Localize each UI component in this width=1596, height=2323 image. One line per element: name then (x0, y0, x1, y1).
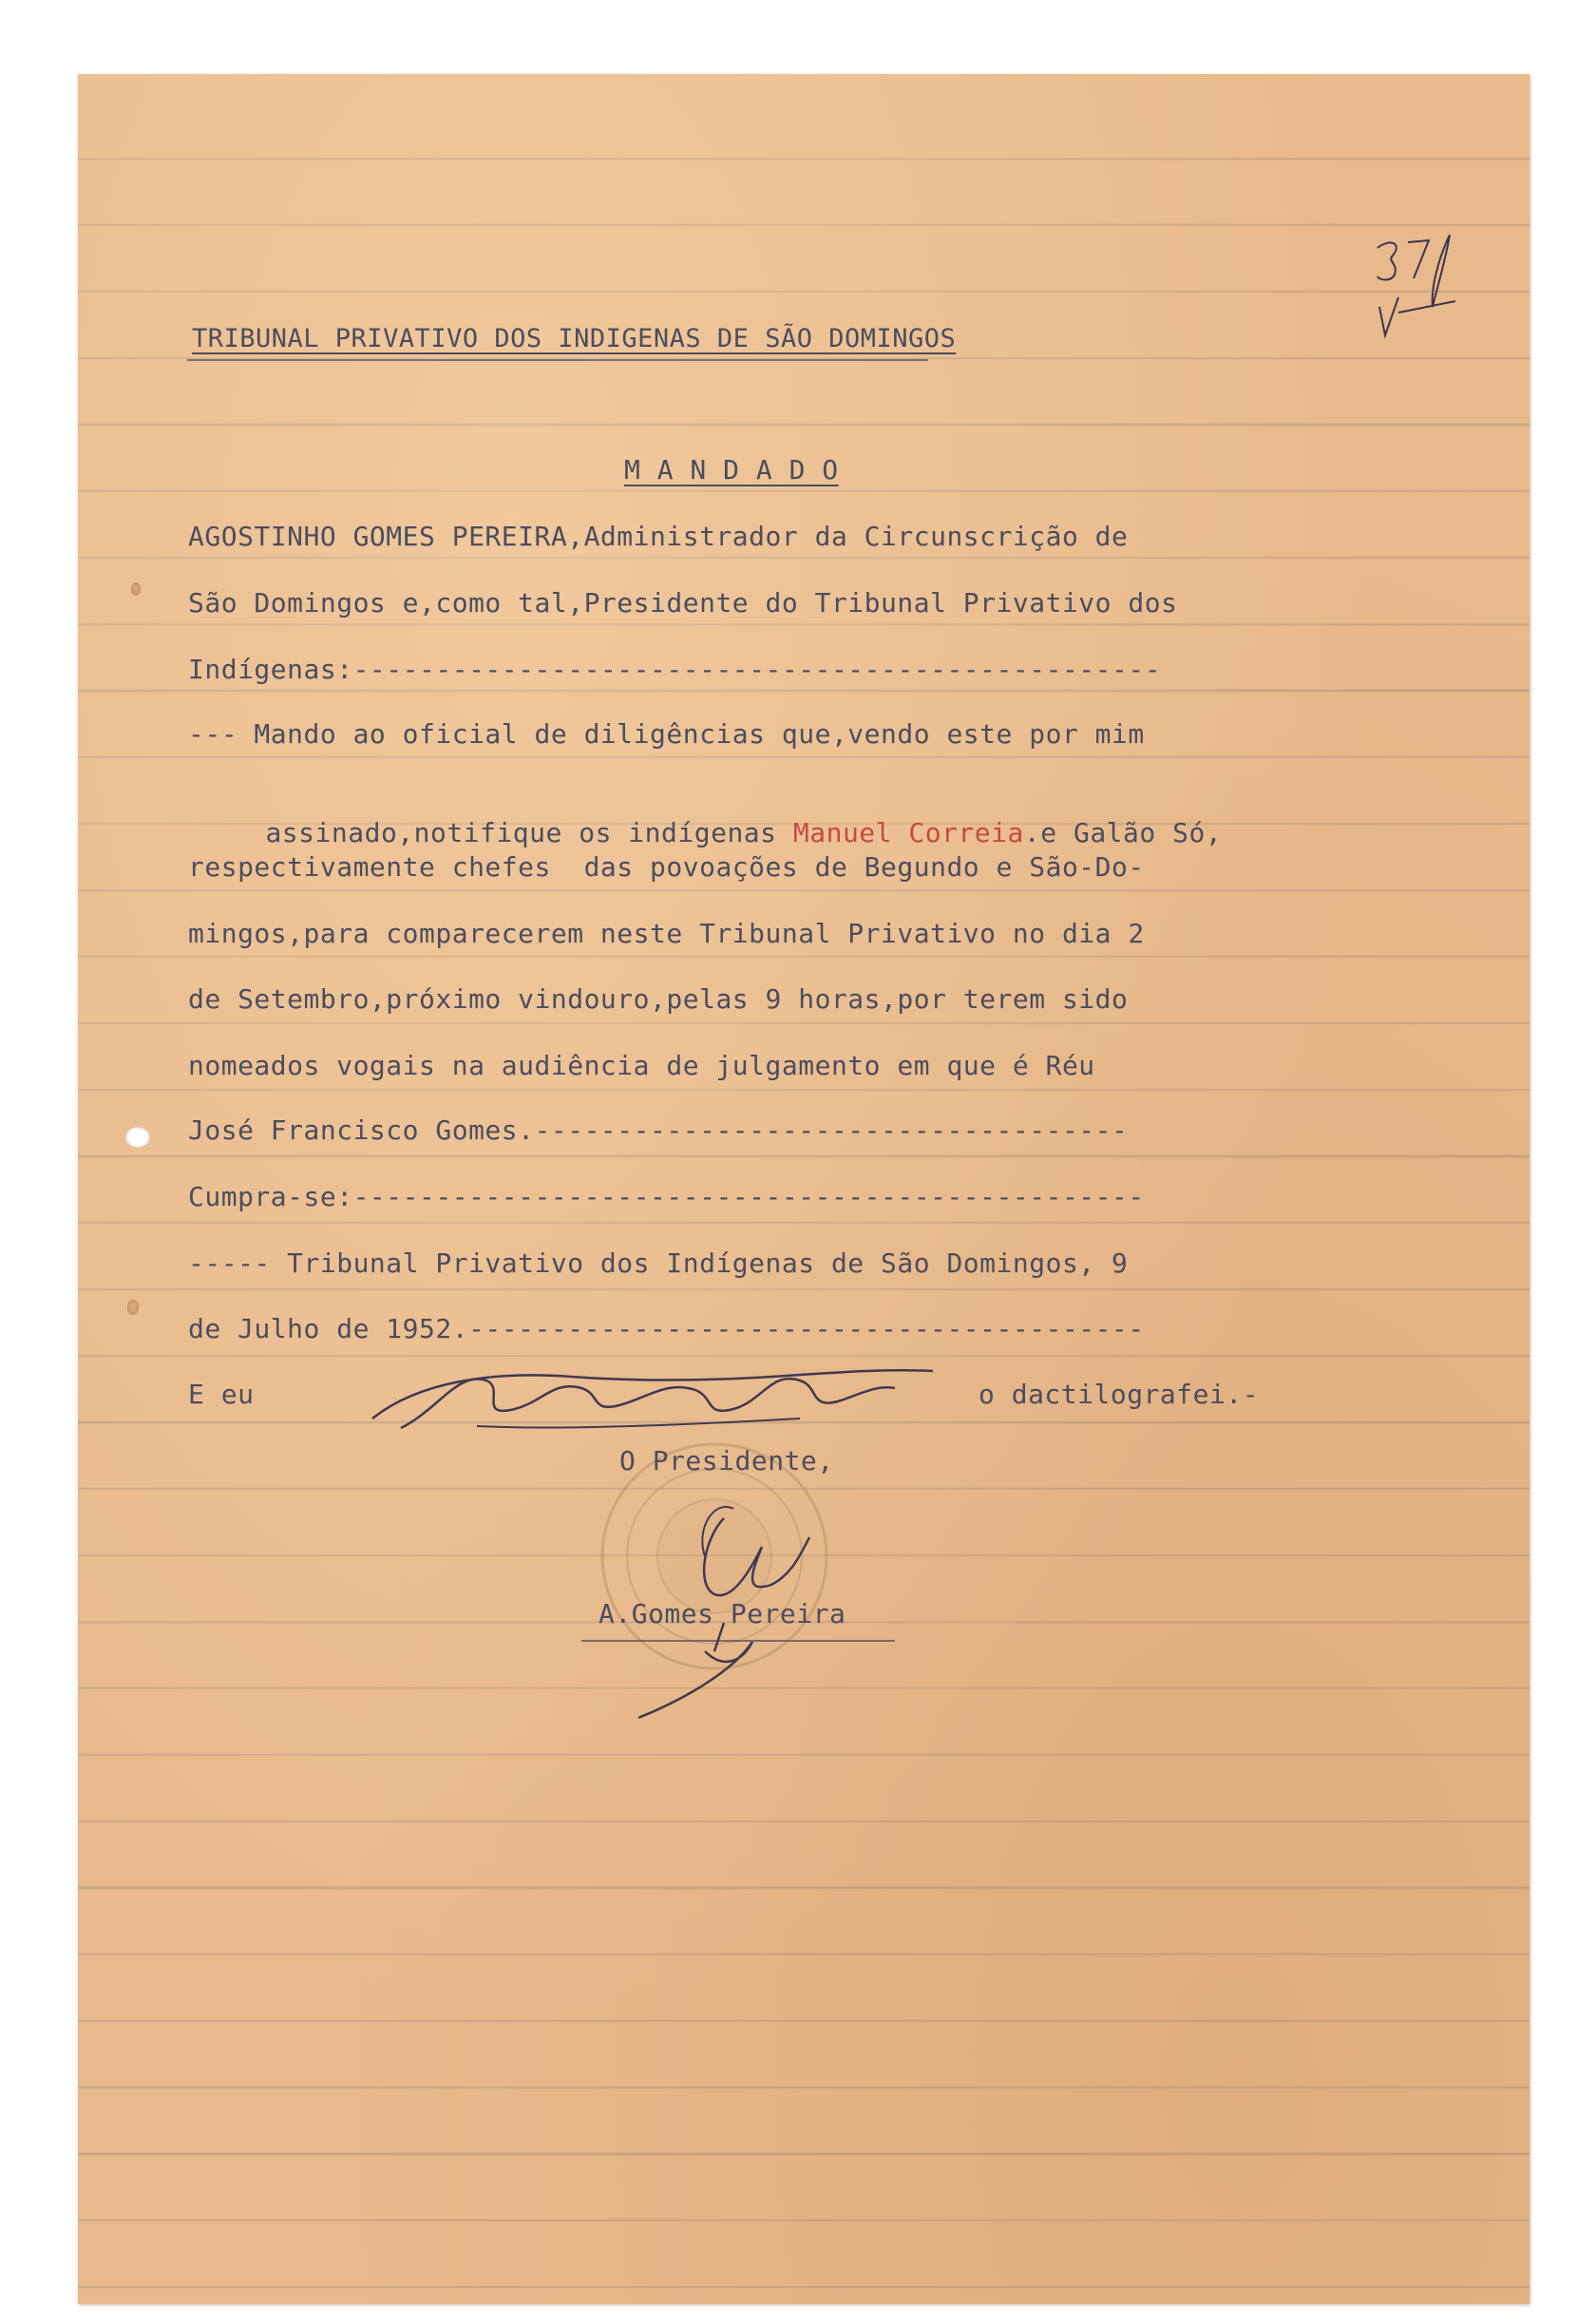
folio-note (1351, 231, 1503, 373)
body-line: --- Mando ao oficial de diligências que,vendo este por mim (188, 718, 1145, 750)
body-line: Cumpra-se:------------------------------------------------ (188, 1181, 1145, 1212)
notify-text-before: assinado,notifique os indígenas (265, 817, 793, 848)
punch-hole (127, 1300, 139, 1315)
typist-signature (363, 1342, 952, 1447)
document-title: M A N D A D O (624, 454, 839, 486)
body-line: Indígenas:------------------------------------------------- (188, 654, 1162, 685)
president-signature (610, 1480, 838, 1727)
typist-line-start: E eu (188, 1379, 255, 1410)
typist-line-end: o dactilografei.- (978, 1379, 1260, 1410)
punch-hole (131, 582, 141, 596)
body-line: São Domingos e,como tal,Presidente do Tribunal Privativo dos (188, 587, 1178, 619)
document-sheet (78, 74, 1530, 2304)
notify-text-after: .e Galão Só, (1023, 817, 1223, 848)
closing-role: O Presidente, (619, 1445, 834, 1476)
body-line: AGOSTINHO GOMES PEREIRA,Administrador da Circunscrição de (188, 521, 1129, 552)
body-line: nomeados vogais na audiência de julgamento em que é Réu (188, 1050, 1095, 1081)
header-rule (187, 359, 928, 361)
body-line: mingos,para comparecerem neste Tribunal Privativo no dia 2 (188, 918, 1145, 949)
body-line: de Setembro,próximo vindouro,pelas 9 horas,por terem sido (188, 983, 1129, 1015)
court-header: TRIBUNAL PRIVATIVO DOS INDIGENAS DE SÃO DOMINGOS (192, 324, 957, 353)
body-line: José Francisco Gomes.------------------------------------ (188, 1114, 1129, 1146)
body-line: respectivamente chefes das povoações de Begundo e São-Do- (188, 851, 1145, 883)
closing-name: A.Gomes Pereira (598, 1598, 846, 1629)
body-line: de Julho de 1952.----------------------------------------- (188, 1313, 1145, 1344)
punch-hole (125, 1127, 150, 1148)
highlighted-name: Manuel Correia (792, 817, 1024, 848)
body-line: ----- Tribunal Privativo dos Indígenas de São Domingos, 9 (188, 1247, 1129, 1279)
